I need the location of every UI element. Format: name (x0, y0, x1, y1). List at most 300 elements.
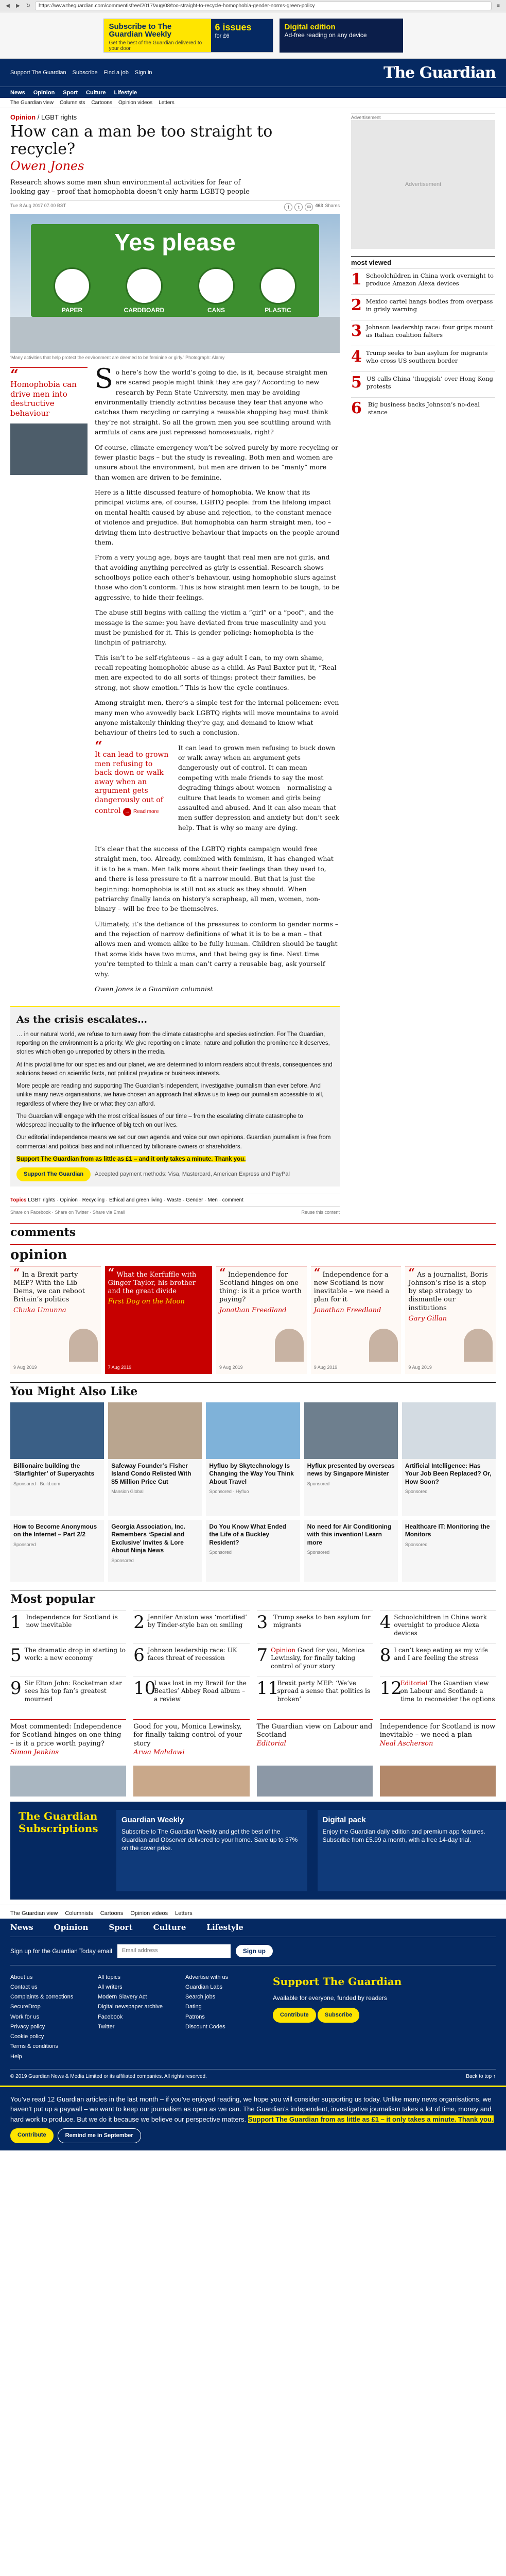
opinion-card[interactable] (216, 1266, 307, 1374)
quote-mark-icon: “ (219, 1266, 226, 1280)
opinion-headline: Independence for a new Scotland is now inevitable – we need a plan for it (313, 1270, 390, 1304)
most-popular-item[interactable] (133, 1610, 249, 1643)
newsletter-signup (10, 1937, 496, 1965)
paragraph: It can lead to grown men refusing to buck down or walk away when an argument gets dangerously out of control. It can mean competing with male friends to say the most degrading things about women – normalising a culture that leads to women and girls being assaulted and abused. And it can also mean that men suffer depression and anxiety but don’t seek help. That is why so many are dying. (178, 743, 339, 832)
card-source: Sponsored · Build.com (13, 1481, 61, 1486)
article-byline[interactable]: Owen Jones (10, 159, 84, 174)
support-link[interactable]: Support The Guardian (10, 70, 66, 76)
subnav-opinion-videos[interactable]: Opinion videos (118, 100, 153, 106)
share-buttons (284, 203, 340, 214)
hero-image (10, 214, 340, 353)
article-standfirst: Research shows some men shun environmental activities for fear of looking gay – proof that homophobia doesn’t only harm LGBTQ people (10, 179, 250, 196)
most-popular-item[interactable] (133, 1643, 249, 1676)
topic-link[interactable]: comment (222, 1197, 243, 1203)
bottom-card[interactable] (133, 1719, 249, 1797)
subscriptions-box (10, 1802, 506, 1900)
most-popular-item[interactable] (10, 1676, 126, 1709)
kicker-tag[interactable]: LGBT rights (41, 113, 77, 121)
most-popular-item[interactable] (10, 1610, 126, 1643)
quote-mark-icon: “ (313, 1266, 321, 1280)
most-popular-headline: Sir Elton John: Rocketman star sees his top fan’s greatest mourned (24, 1679, 122, 1703)
masthead (0, 59, 506, 87)
rank-number: 5 (10, 1645, 22, 1666)
article-main (10, 113, 340, 1220)
footer-link[interactable]: Contact us (10, 1984, 38, 1990)
twitter-icon[interactable]: t (294, 203, 303, 211)
nav-opinion[interactable]: Opinion (33, 89, 55, 96)
card-title: Georgia Association, Inc. Remembers ‘Special and Exclusive’ Invites & Lore About Ninja News (111, 1522, 185, 1554)
card-title: How to Become Anonymous on the Internet – Part 2/2 (13, 1522, 97, 1538)
card-image (304, 1402, 398, 1459)
rank-number: 6 (133, 1645, 145, 1666)
nav-culture[interactable]: Culture (86, 89, 106, 96)
most-viewed-item[interactable] (351, 268, 495, 294)
card-image (380, 1766, 496, 1797)
author-avatar (69, 1329, 98, 1362)
reuse-link[interactable]: Reuse this content (301, 1209, 340, 1215)
card-title: No need for Air Conditioning with this invention! Learn more (307, 1522, 392, 1546)
bottom-card-headline: The Guardian view on Labour and Scotland (256, 1722, 373, 1739)
article-meta (10, 200, 340, 214)
facebook-icon[interactable]: f (284, 203, 292, 211)
rank-number: 4 (351, 348, 362, 366)
comments-title[interactable]: comments (10, 1223, 496, 1239)
author-avatar (369, 1329, 398, 1362)
paper-icon (54, 267, 91, 304)
sponsored-card[interactable] (206, 1520, 300, 1582)
most-popular-headline: I can’t keep eating as my wife and I are feeling the stress (394, 1646, 488, 1662)
most-popular-item[interactable] (257, 1643, 373, 1676)
footer-link[interactable]: All topics (98, 1974, 121, 1980)
most-popular-headline (400, 1680, 496, 1706)
card-source: Sponsored · Hyfluo (209, 1489, 249, 1495)
epic-paragraph: More people are reading and supporting The Guardian’s independent, investigative journalism than ever before. And unlike many news organisations, we have chosen an approach that allows us to keep our journalism accessible to all, regardless of where they live or what they can afford. (16, 1083, 324, 1107)
sign-text: Yes please (114, 229, 236, 256)
most-popular-item[interactable] (133, 1676, 249, 1709)
most-popular-item[interactable] (380, 1643, 496, 1676)
most-viewed-item[interactable] (351, 397, 495, 423)
ymal-title: You Might Also Like (10, 1382, 496, 1398)
support-title: Support The Guardian (273, 1975, 402, 1988)
subscribe-link[interactable]: Subscribe (72, 70, 98, 76)
most-popular-item[interactable] (380, 1610, 496, 1643)
payment-methods: Accepted payment methods: Visa, Mastercard, American Express and PayPal (95, 1171, 290, 1178)
sign-label-cans: CANS (207, 307, 225, 314)
footer-column (10, 1973, 82, 2062)
footer-subnav-link[interactable]: Columnists (65, 1910, 93, 1917)
newsletter-label: Sign up for the Guardian Today email (10, 1947, 112, 1955)
email-icon[interactable]: ✉ (305, 203, 313, 211)
most-popular-item[interactable] (257, 1676, 373, 1709)
advert-offer-sub: for £6 (215, 32, 230, 39)
most-popular-item[interactable] (380, 1676, 496, 1709)
kicker-divider: / (37, 113, 41, 121)
subnav-letters[interactable]: Letters (159, 100, 175, 106)
inline-quote-text: It can lead to grown men refusing to back down or walk away when an argument gets dangerously out of control (95, 751, 169, 816)
rank-number: 9 (10, 1677, 22, 1699)
support-button[interactable]: Support The Guardian (16, 1167, 91, 1181)
footer-link[interactable]: SecureDrop (10, 2004, 41, 2010)
footer-sections (10, 1919, 496, 1937)
footer-column (98, 1973, 170, 2062)
right-advert[interactable] (351, 120, 495, 249)
opinion-card[interactable] (405, 1266, 496, 1374)
paragraph: From a very young age, boys are taught that real men are not girls, and that avoiding anything perceived as girly is essential. Research shows schoolboys police each other’s behaviour, using homophobic slurs against those who don’t conform. This is how straight men learn to be tough, to be aggressive, to hide their feelings. (95, 553, 340, 601)
sponsored-card[interactable] (402, 1520, 496, 1582)
opinion-headline: What the Kerfuffle with Ginger Taylor, his brother and the great divide (108, 1270, 197, 1296)
product-title: Digital pack (322, 1815, 366, 1824)
reload-icon[interactable]: ↻ (26, 3, 31, 9)
opinion-card[interactable] (105, 1266, 212, 1374)
rank-number: 2 (351, 296, 362, 314)
footer-link[interactable]: Complaints & corrections (10, 1994, 74, 2001)
opinion-card[interactable] (311, 1266, 402, 1374)
sign-up-button[interactable]: Sign up (236, 1945, 273, 1957)
footer-column (185, 1973, 257, 2062)
opinion-container (0, 1244, 506, 1379)
sponsored-card[interactable] (108, 1520, 202, 1582)
footer-subnav-link[interactable]: Cartoons (100, 1910, 124, 1917)
card-source: Sponsored (111, 1557, 134, 1563)
card-image (10, 1402, 104, 1459)
author-avatar (275, 1329, 304, 1362)
epic-paragraph: At this pivotal time for our species and our planet, we are determined to inform readers about threats, consequences and solutions based on scientific facts, not political prejudice or business interests. (16, 1061, 333, 1077)
card-source: Sponsored (209, 1550, 232, 1555)
banner-contribute-button[interactable]: Contribute (10, 2128, 54, 2143)
weekly-advert[interactable] (103, 19, 273, 53)
most-viewed-headline: US calls China ‘thuggish’ over Hong Kong protests (366, 375, 493, 390)
sign-in-link[interactable]: Sign in (134, 70, 152, 76)
inline-quote-block (95, 738, 340, 838)
sponsored-card[interactable] (304, 1520, 398, 1582)
pull-quote-column (10, 367, 88, 999)
topic-link[interactable]: Opinion (60, 1197, 78, 1203)
footer-link[interactable]: Facebook (98, 2013, 123, 2020)
most-viewed-item[interactable] (351, 294, 495, 320)
epic-title: As the crisis escalates… (16, 1014, 148, 1026)
contribute-button[interactable]: Contribute (273, 2008, 316, 2023)
guardian-logo[interactable]: The Guardian (383, 63, 496, 82)
author-avatar (464, 1329, 493, 1362)
footer-link[interactable]: Discount Codes (185, 2023, 225, 2030)
opinion-date: 9 Aug 2019 (219, 1365, 243, 1370)
card-source: Sponsored (13, 1541, 36, 1547)
paragraph: So here’s how the world’s going to die, is it, because straight men are scared people might think they are gay? According to new research by Penn State University, men may be avoiding environmentally friendly activities because they fear that anyone who catches them recycling or carrying a reusable shopping bag must think they’re not straight. So all the grown men you see scuttling around with armfuls of cans are just repressed homosexuals, right? (95, 363, 331, 436)
bottom-card-author: Editorial (256, 1740, 286, 1748)
subscription-product[interactable] (116, 1810, 307, 1891)
footer-section-link[interactable]: Sport (109, 1923, 133, 1933)
card-image (10, 1766, 126, 1797)
digital-advert-sub: Ad-free reading on any device (284, 31, 367, 39)
sign-label-cardboard: CARDBOARD (124, 307, 165, 314)
browser-toolbar (0, 0, 506, 12)
footer-link[interactable]: Advertise with us (185, 1974, 229, 1980)
epic-actions (16, 1167, 334, 1181)
article-kicker (10, 113, 340, 121)
most-popular-headline: Johnson leadership race: UK faces threat of recession (147, 1646, 237, 1662)
footer-link[interactable]: Terms & conditions (10, 2043, 58, 2050)
card-title: Safeway Founder’s Fisher Island Condo Relisted With $5 Million Price Cut (111, 1462, 191, 1485)
most-viewed-item[interactable] (351, 371, 495, 397)
banner-text: You’ve read 12 Guardian articles in the last month – if you’ve enjoyed reading, we hope you will consider supporting us today. Unlike many news organisations, we haven’t put up a paywall – we want to keep our journalism as open as we can. The Guardian’s independent, investigative journalism takes a lot of time, money and hard work to produce. But we do it because we believe our perspective matters. (10, 2095, 492, 2123)
paragraph: Ultimately, it’s the defiance of the pressures to conform to gender norms – and the rejection of narrow definitions of what it is to be a man – that allows men and women alike to be fully human. Children should be taught that some kids have two mums, and that being gay is fine. Next time you’re tempted to think a man can’t carry a reusable bag, ask yourself why. (95, 920, 339, 978)
jobs-link[interactable]: Find a job (103, 70, 129, 76)
topic-link[interactable]: Recycling (82, 1197, 105, 1203)
footer-columns (10, 1965, 496, 2069)
card-image (108, 1402, 202, 1459)
most-viewed-headline: Mexico cartel hangs bodies from overpass in grisly warning (365, 298, 493, 313)
most-popular (0, 1587, 506, 1714)
most-viewed-item[interactable] (351, 346, 495, 371)
footer-section-link[interactable]: Lifestyle (206, 1923, 243, 1933)
site-footer (0, 1919, 506, 2086)
opinion-card[interactable] (10, 1266, 101, 1374)
card-image (402, 1402, 496, 1459)
subnav-guardian-view[interactable]: The Guardian view (10, 100, 54, 106)
rank-number: 4 (379, 1612, 391, 1633)
footer-section-link[interactable]: Culture (153, 1923, 186, 1933)
shares-label: Shares (325, 203, 340, 209)
masthead-links (10, 70, 152, 76)
footer-subnav-link[interactable]: Letters (175, 1910, 193, 1917)
card-title: Billionaire building the ‘Starfighter’ of Superyachts (13, 1462, 95, 1478)
card-source: Mansion Global (111, 1489, 144, 1495)
opinion-author: Jonathan Freedland (313, 1306, 381, 1314)
most-viewed-item[interactable] (351, 320, 495, 346)
most-popular-headline: The dramatic drop in starting to work: a new economy (24, 1646, 126, 1662)
paragraph: It’s clear that the success of the LGBTQ rights campaign would free straight men, too. Already, combined with feminism, it has changed what it is to be a man. Men talk more about their feelings than they used to, and there is less pressure to fit a narrow mould. But that is just the beginning: homophobia is still not as stuck as they should. When patriarchy finally lands on history’s scrapheap, all men, women, non-binary – will be free to be themselves. (95, 845, 334, 913)
right-column (351, 113, 495, 1220)
contributions-banner (0, 2086, 506, 2150)
opinion-row (10, 1266, 496, 1374)
most-popular-item[interactable] (10, 1643, 126, 1676)
footer-link[interactable]: Cookie policy (10, 2033, 44, 2040)
bottom-card-author: Arwa Mahdawi (133, 1749, 185, 1757)
topic-link[interactable]: LGBT rights (28, 1197, 56, 1203)
paragraph: Among straight men, there’s a simple test for the internal policemen: even many men who avowedly back LGBTQ rights will move mountains to avoid anyone mistakenly thinking they’re gay, and demand to know what behaviour of theirs led to such a conclusion. (95, 699, 339, 737)
subscriptions-label: The Guardian Subscriptions (19, 1809, 98, 1835)
topics-label: Topics (10, 1197, 27, 1203)
card-title: Do You Know What Ended the Life of a Buckley Resident? (209, 1522, 286, 1546)
footer-link[interactable]: Help (10, 2053, 22, 2060)
most-popular-grid (10, 1610, 496, 1709)
plastic-icon (259, 267, 296, 304)
email-input[interactable]: Email address (117, 1944, 231, 1958)
headline-text: Good for you, Monica Lewinsky, for finally taking control of your story (271, 1646, 365, 1670)
hero-caption: ‘Many activities that help protect the environment are deemed to be feminine or girly.’ Photograph: Alamy (10, 355, 225, 361)
quote-mark-icon: “ (108, 1266, 115, 1280)
footer-subnav (0, 1905, 506, 1919)
most-popular-item[interactable] (257, 1610, 373, 1643)
rank-number: 1 (351, 270, 362, 289)
banner-actions (10, 2128, 496, 2143)
top-advert (0, 12, 506, 59)
most-popular-headline: Jennifer Aniston was ‘mortified’ by Tinder-style ban on smiling (147, 1613, 247, 1629)
address-bar[interactable]: https://www.theguardian.com/commentisfree/2017/aug/08/too-straight-to-recycle-homophobia-gender-norms-green-policy (35, 2, 492, 10)
rank-number: 3 (351, 322, 362, 340)
footer-link[interactable]: Twitter (98, 2023, 115, 2030)
article-body (95, 363, 340, 999)
rank-number: 5 (351, 374, 362, 392)
rank-number: 1 (10, 1612, 22, 1633)
banner-highlight: Support The Guardian from as little as £1 – it only takes a minute. Thank you. (248, 2115, 494, 2123)
topic-link[interactable]: Men (207, 1197, 218, 1203)
opinion-headline: Independence for Scotland hinges on one thing: is it a price worth paying? (219, 1270, 302, 1304)
footer-link[interactable]: Guardian Labs (185, 1984, 223, 1990)
support-subtitle: Available for everyone, funded by readers (273, 1994, 387, 2002)
most-viewed-headline: Schoolchildren in China work overnight to produce Amazon Alexa devices (365, 272, 494, 287)
paragraph: The abuse still begins with calling the victim a “girl” or a “poof”, and the message is the same: you have deviated from true masculinity and you must be punished for it. This is gender policing: homophobia is the linchpin of patriarchy. (95, 608, 334, 647)
sponsored-card[interactable] (206, 1402, 300, 1516)
footer-link[interactable]: Modern Slavery Act (98, 1994, 147, 2001)
headline-text: The Guardian view on Labour and Scotland: a time to reconsider the options (400, 1679, 495, 1703)
footer-section-link[interactable]: Opinion (54, 1923, 89, 1933)
rank-number: 6 (351, 399, 362, 417)
footer-link[interactable]: Patrons (185, 2013, 205, 2020)
article-section (0, 108, 506, 1220)
bottom-card-author: Simon Jenkins (10, 1749, 59, 1757)
subscription-product[interactable] (318, 1810, 506, 1891)
advert-headline: Subscribe to The Guardian Weekly (109, 22, 172, 39)
topic-link[interactable]: Waste (167, 1197, 182, 1203)
nav-news[interactable]: News (10, 89, 25, 96)
opinion-author: Jonathan Freedland (219, 1306, 287, 1314)
footer-bottom (10, 2069, 496, 2079)
bottom-cards (0, 1714, 506, 1802)
bottom-card-headline: Good for you, Monica Lewinsky, for finally taking control of your story (133, 1722, 242, 1748)
pull-quote (10, 367, 88, 418)
bottom-card-headline: Most commented: Independence for Scotland hinges on one thing – is it a price worth paying? (10, 1722, 122, 1748)
opinion-title: opinion (10, 1244, 496, 1263)
article-headline: How can a man be too straight to recycle? (10, 123, 273, 158)
menu-icon[interactable]: ≡ (497, 3, 500, 9)
sponsored-card[interactable] (402, 1402, 496, 1516)
topic-link[interactable]: Gender (186, 1197, 203, 1203)
quote-mark-icon: “ (13, 1266, 20, 1280)
bottom-card[interactable] (257, 1719, 373, 1797)
rank-number: 8 (379, 1645, 391, 1666)
card-title: Artificial Intelligence: Has Your Job Been Replaced? Or, How Soon? (405, 1462, 492, 1485)
read-more-link[interactable] (123, 808, 159, 816)
most-viewed-headline: Big business backs Johnson’s no-deal stance (368, 401, 480, 416)
bottom-card-headline: Independence for Scotland is now inevitable – we need a plan (379, 1722, 496, 1739)
footer-link[interactable]: Work for us (10, 2013, 40, 2020)
opinion-date: 9 Aug 2019 (408, 1365, 432, 1370)
pull-quote-text: Homophobia can drive men into destructive behaviour (10, 379, 77, 418)
advert-offer: 6 issues (215, 22, 252, 32)
main-nav (0, 87, 506, 98)
most-viewed-headline: Johnson leadership race: four grips mount as Italian coalition falters (365, 324, 493, 338)
paragraph: Here is a little discussed feature of homophobia. We know that its principal victims are, of course, LGBTQ people: from the lifelong impact on mental health caused by abuse and rejection, to the constant menace of violence and prejudice. But homophobia can harm straight men, too – driving them into destructive behaviour that impacts on the people around them. (95, 488, 340, 546)
copyright: © 2019 Guardian News & Media Limited or its affiliated companies. All rights reserved. (10, 2073, 207, 2079)
advert-placeholder: Advertisement (405, 181, 442, 188)
card-title: Hyfluo by Skytechnology Is Changing the Way You Think About Travel (209, 1462, 294, 1485)
footer-link[interactable]: Privacy policy (10, 2023, 45, 2030)
footer-subnav-link[interactable]: Opinion videos (130, 1910, 168, 1917)
bottom-card[interactable] (380, 1719, 496, 1797)
sponsored-card[interactable] (108, 1402, 202, 1516)
article-topics: Topics LGBT rights · Opinion · Recycling · Ethical and green living · Waste · Gender · Men · comment (10, 1194, 340, 1206)
footer-link[interactable]: All writers (98, 1984, 123, 1990)
sponsored-card[interactable] (304, 1402, 398, 1516)
nav-lifestyle[interactable]: Lifestyle (114, 89, 137, 96)
bottom-card[interactable] (10, 1719, 126, 1797)
footer-subnav-link[interactable]: The Guardian view (10, 1910, 58, 1917)
epic-paragraph: The Guardian will engage with the most critical issues of our time – from the escalating climate catastrophe to widespread inequality to the influence of big tech on our lives. (16, 1113, 303, 1129)
rank-number: 2 (133, 1612, 145, 1633)
arrow-up-icon: ↑ (493, 2073, 496, 2079)
card-source: Sponsored (307, 1481, 330, 1486)
card-image (257, 1766, 373, 1797)
card-source: Sponsored (307, 1550, 330, 1555)
digital-advert-title: Digital edition (284, 22, 336, 31)
sponsored-card[interactable] (10, 1402, 104, 1516)
remind-me-button[interactable]: Remind me in September (58, 2128, 141, 2143)
footer-link[interactable]: Digital newspaper archive (98, 2004, 163, 2010)
rank-number: 11 (256, 1677, 279, 1699)
most-popular-headline (271, 1647, 373, 1673)
most-popular-title: Most popular (10, 1590, 496, 1606)
opinion-headline: In a Brexit party MEP? With the Lib Dems, we can reboot Britain’s politics (13, 1270, 85, 1304)
rank-number: 12 (379, 1677, 403, 1699)
bottom-card-author: Neal Ascherson (379, 1740, 433, 1748)
opinion-date: 7 Aug 2019 (108, 1365, 132, 1370)
rank-number: 7 (256, 1645, 268, 1666)
nav-sport[interactable]: Sport (63, 89, 78, 96)
card-source: Sponsored (405, 1541, 428, 1547)
recycling-sign (31, 224, 319, 317)
footer-link[interactable]: Dating (185, 2004, 202, 2010)
footer-link[interactable]: Search jobs (185, 1994, 216, 2001)
comments-section (0, 1220, 506, 1244)
paragraph: This isn’t to be self-righteous – as a gay adult I can, to my own shame, recall repeating homophobic abuse as a child. As Paul Baxter put it, “Real men are expected to do all sorts of things: protect their families, be strong, not show emotion.” This is how the cycle continues. (95, 653, 337, 691)
quote-mark-icon: “ (95, 738, 102, 754)
card-image (133, 1766, 249, 1797)
sign-label-plastic: PLASTIC (265, 307, 291, 314)
you-might-also-like (0, 1379, 506, 1587)
sponsored-card[interactable] (10, 1520, 104, 1582)
subnav-columnists[interactable]: Columnists (59, 100, 85, 106)
footer-link[interactable]: About us (10, 1974, 33, 1980)
footer-support (273, 1973, 496, 2062)
back-to-top[interactable] (466, 2074, 496, 2079)
advert-subline: Get the best of the Guardian delivered to your door (109, 40, 202, 52)
back-icon[interactable]: ◀ (6, 3, 10, 9)
footer-section-link[interactable]: News (10, 1923, 33, 1933)
opinion-headline: As a journalist, Boris Johnson’s rise is a step by step strategy to dismantle our institutions (408, 1270, 488, 1312)
most-popular-headline: I was lost in my Brazil for the Beatles’ Abbey Road album – a review (154, 1679, 247, 1703)
card-title: Healthcare IT: Monitoring the Monitors (405, 1522, 490, 1538)
subscribe-button[interactable]: Subscribe (318, 2008, 359, 2023)
subnav-cartoons[interactable]: Cartoons (91, 100, 112, 106)
share-footer-links[interactable]: Share on Facebook · Share on Twitter · Share via Email (10, 1209, 125, 1215)
opinion-date: 9 Aug 2019 (13, 1365, 37, 1370)
sub-nav (0, 98, 506, 108)
forward-icon[interactable]: ▶ (16, 3, 20, 9)
most-viewed (351, 256, 495, 423)
opinion-author: First Dog on the Moon (108, 1298, 185, 1306)
advert-label: Advertisement (351, 113, 495, 120)
product-title: Guardian Weekly (121, 1815, 184, 1824)
most-popular-headline: Independence for Scotland is now inevitable (26, 1613, 118, 1629)
topic-link[interactable]: Ethical and green living (109, 1197, 163, 1203)
paragraph: Of course, climate emergency won’t be solved purely by more recycling or fewer plastic bags – but the study is revealing. Both men and women are unsure about the environment, but men are driven to be “manly” more than women are driven to be feminine. (95, 443, 339, 481)
article-body-wrap (10, 363, 340, 999)
kicker-section[interactable]: Opinion (10, 113, 36, 121)
cans-icon (198, 267, 235, 304)
digital-advert[interactable] (280, 19, 403, 53)
ymal-row (10, 1402, 496, 1516)
